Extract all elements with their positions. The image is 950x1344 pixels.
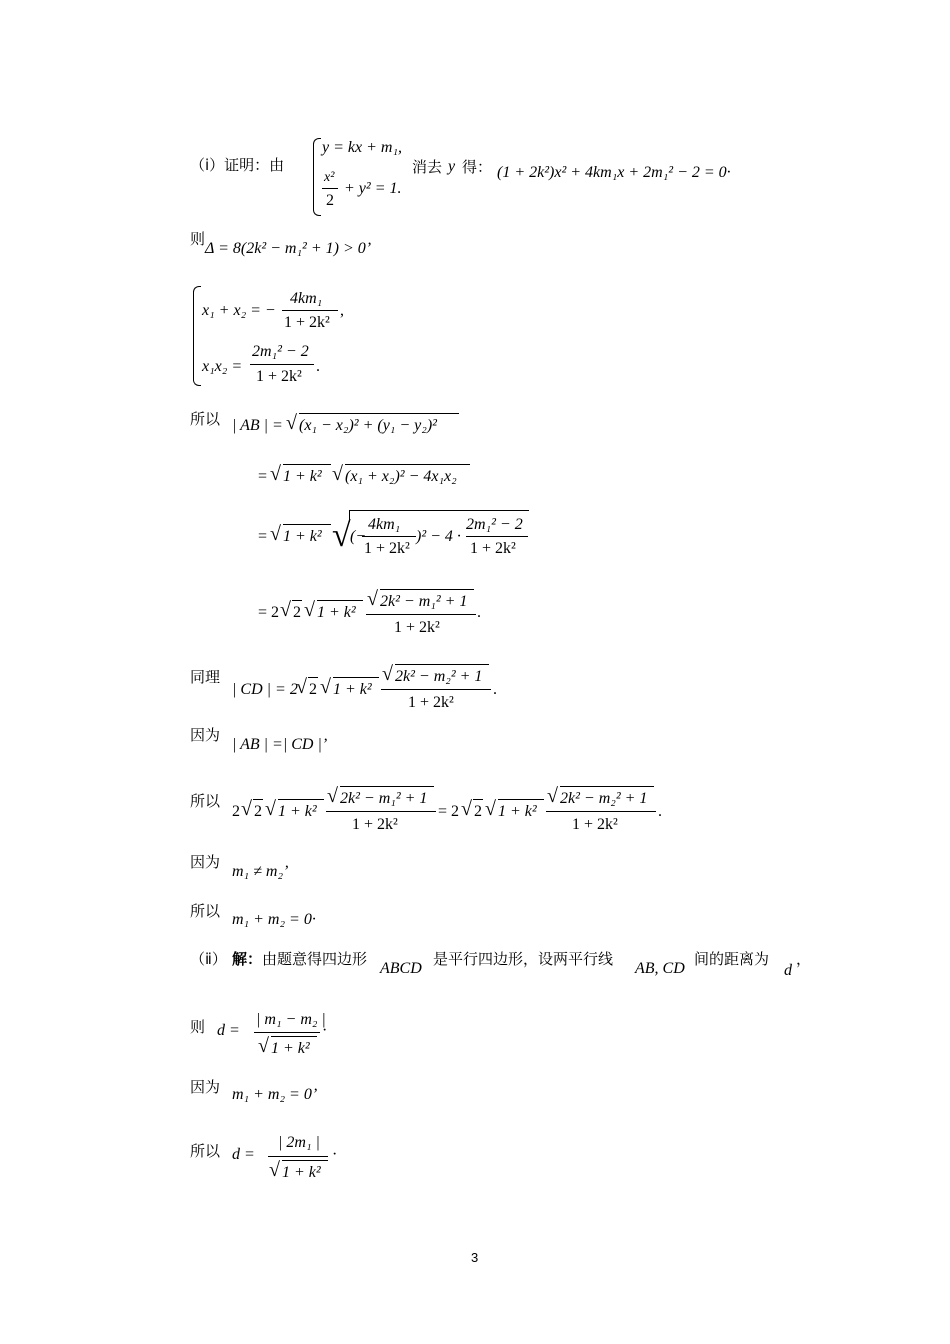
sqrt-bar xyxy=(292,600,302,601)
ab-line3-numerator1: 4km₁ xyxy=(368,516,401,533)
ab-line4-eq: = 2 xyxy=(258,604,280,621)
dist-label: 则 xyxy=(190,1018,206,1036)
ab-line2-eq: = xyxy=(258,468,268,485)
eqlen-label: 因为 xyxy=(190,726,221,744)
sqrt-sign: √ xyxy=(367,588,378,610)
discriminant: Δ = 8(2k² − m₁² + 1) > 0’ xyxy=(205,240,372,257)
sqrt-bar xyxy=(253,799,263,800)
cd-label: 同理 xyxy=(190,668,221,686)
sqrt-sign: √ xyxy=(382,663,393,685)
sqrt-bar xyxy=(271,1036,317,1037)
part-ii-tail: ， xyxy=(796,950,812,968)
ab-line4-numerator: 2k² − m₁² + 1 xyxy=(380,593,468,610)
sqrt-sign: √ xyxy=(270,523,281,545)
cd-rad0: 2 xyxy=(309,681,317,698)
fraction-bar xyxy=(381,689,491,690)
ab-line3-eq: = xyxy=(258,528,268,545)
distance-var: d xyxy=(784,962,792,979)
dist2-numerator: | 2m₁ | xyxy=(278,1134,320,1151)
part-ii-text2: 是平行四边形，设两平行线 xyxy=(433,950,614,968)
dist-tail: · xyxy=(322,1022,328,1039)
ab-line1-left: | AB | = xyxy=(232,417,283,434)
cd-left: | CD | = 2 xyxy=(232,681,298,698)
quadratic-equation: (1 + 2k²)x² + 4km₁x + 2m₁² − 2 = 0· xyxy=(497,164,731,181)
sqrt-bar xyxy=(345,464,470,465)
sqrt-bar xyxy=(380,589,474,590)
ab-line2-rad1: 1 + k² xyxy=(283,468,322,485)
fraction-bar xyxy=(326,811,436,812)
sqrt-stem xyxy=(349,510,350,522)
sqrt-bar xyxy=(333,677,379,678)
sqrt-bar xyxy=(282,1160,328,1161)
ab-line4-denominator: 1 + 2k² xyxy=(394,619,440,636)
fraction-bar xyxy=(254,1032,320,1033)
sqrt-sign: √ xyxy=(485,798,496,820)
eliminate-suffix: 得： xyxy=(462,158,493,176)
dist2-left: d = xyxy=(232,1146,255,1163)
equate-right-rad0: 2 xyxy=(474,803,482,820)
vieta-eq1-denominator: 1 + 2k² xyxy=(284,314,330,331)
vieta-eq1-fraction-bar xyxy=(282,310,338,311)
sqrt-sign: √ xyxy=(327,785,338,807)
sqrt-sign: √ xyxy=(286,412,297,434)
eliminate-text: 消去 xyxy=(412,158,443,176)
sqrt-sign: √ xyxy=(270,463,281,485)
part-ii-text1: 由题意得四边形 xyxy=(262,950,368,968)
sum0b-expr: m₁ + m₂ = 0’ xyxy=(232,1086,318,1103)
sqrt-sign: √ xyxy=(547,785,558,807)
dist-denominator: 1 + k² xyxy=(271,1040,310,1057)
vieta-eq1-numerator: 4km₁ xyxy=(290,290,323,307)
equate-mid: = 2 xyxy=(438,803,460,820)
cd-denominator: 1 + 2k² xyxy=(408,694,454,711)
part-ii-text3: 间的距离为 xyxy=(694,950,770,968)
cd-numerator: 2k² − m₂² + 1 xyxy=(395,668,483,685)
equate-left-numerator: 2k² − m₁² + 1 xyxy=(340,790,428,807)
vieta-brace xyxy=(193,286,201,386)
equate-left-pre: 2 xyxy=(232,803,240,820)
ab-line4-rad1: 1 + k² xyxy=(317,604,356,621)
sqrt-bar xyxy=(299,413,459,414)
sqrt-sign: √ xyxy=(241,798,252,820)
sqrt-bar xyxy=(340,786,434,787)
equate-right-rad1: 1 + k² xyxy=(498,803,537,820)
dist-numerator: | m₁ − m₂ | xyxy=(256,1011,326,1028)
system-eq1: y = kx + m₁, xyxy=(322,139,403,156)
sqrt-sign: √ xyxy=(265,798,276,820)
sqrt-sign: √ xyxy=(280,599,291,621)
then-label: 则 xyxy=(190,230,206,248)
system-eq2-fraction-bar xyxy=(322,188,338,189)
sum0-label: 所以 xyxy=(190,902,221,920)
sum0-expr: m₁ + m₂ = 0· xyxy=(232,911,316,928)
solution-label: 解： xyxy=(232,950,263,968)
vieta-eq2-numerator: 2m₁² − 2 xyxy=(252,343,309,360)
ab-line3-numerator2: 2m₁² − 2 xyxy=(466,516,523,533)
sqrt-sign: √ xyxy=(258,1035,269,1057)
ab-line3-denominator1: 1 + 2k² xyxy=(364,540,410,557)
part-ii-label: （ⅱ） xyxy=(190,950,227,968)
fraction-bar xyxy=(366,614,476,615)
fraction-bar xyxy=(466,536,528,537)
ab-line3-mid: )² − 4 · xyxy=(416,528,461,545)
ab-line3-rad1: 1 + k² xyxy=(283,528,322,545)
page-number: 3 xyxy=(471,1250,479,1265)
vieta-eq2-denominator: 1 + 2k² xyxy=(256,368,302,385)
vieta-eq1-left: x₁ + x₂ = − xyxy=(202,302,276,319)
equate-right-numerator: 2k² − m₂² + 1 xyxy=(560,790,648,807)
dist2-tail: · xyxy=(332,1146,338,1163)
sqrt-sign: √ xyxy=(461,798,472,820)
sqrt-sign: √ xyxy=(320,676,331,698)
neq-label: 因为 xyxy=(190,853,221,871)
quadrilateral-var: ABCD xyxy=(380,960,422,977)
ab-line2-rad2: (x₁ + x₂)² − 4x₁x₂ xyxy=(345,468,457,485)
vieta-eq2-fraction-bar xyxy=(250,364,314,365)
system-eq2-rest: + y² = 1. xyxy=(344,180,402,197)
sqrt-sign-large: √ xyxy=(332,517,351,554)
eliminate-var: y xyxy=(448,158,456,175)
equate-left-rad0: 2 xyxy=(254,803,262,820)
ab-line3-denominator2: 1 + 2k² xyxy=(470,540,516,557)
ab-line4-rad0: 2 xyxy=(293,604,301,621)
sqrt-bar xyxy=(283,524,331,525)
dist2-denominator: 1 + k² xyxy=(282,1164,321,1181)
sqrt-bar xyxy=(317,600,363,601)
dist-left: d = xyxy=(217,1022,240,1039)
equate-left-rad1: 1 + k² xyxy=(278,803,317,820)
part-i-label: （ⅰ）证明：由 xyxy=(190,156,285,174)
parallel-lines-var: AB, CD xyxy=(635,960,685,977)
vieta-eq1-tail: , xyxy=(340,302,344,319)
sqrt-bar xyxy=(278,799,324,800)
equate-label: 所以 xyxy=(190,792,221,810)
sqrt-sign: √ xyxy=(296,676,307,698)
cd-tail: . xyxy=(493,681,497,698)
eqlen-expr: | AB | =| CD |’ xyxy=(232,736,328,753)
sqrt-bar xyxy=(308,677,318,678)
sum0b-label: 因为 xyxy=(190,1078,221,1096)
sqrt-sign: √ xyxy=(304,599,315,621)
equate-right-denominator: 1 + 2k² xyxy=(572,816,618,833)
vieta-eq2-left: x₁x₂ = xyxy=(202,358,243,375)
system-eq2-numerator: x² xyxy=(324,170,335,185)
sqrt-sign: √ xyxy=(269,1159,280,1181)
fraction-bar xyxy=(268,1156,328,1157)
vieta-eq2-tail: . xyxy=(316,358,320,375)
sqrt-bar xyxy=(395,664,489,665)
system-brace xyxy=(313,138,321,216)
fraction-bar xyxy=(546,811,656,812)
fraction-bar xyxy=(362,536,416,537)
equate-tail: . xyxy=(658,803,662,820)
sqrt-sign: √ xyxy=(332,463,343,485)
system-eq2-denominator: 2 xyxy=(326,192,334,209)
sqrt-bar xyxy=(349,510,529,511)
sqrt-bar xyxy=(283,464,331,465)
ab-line1-radicand: (x₁ − x₂)² + (y₁ − y₂)² xyxy=(299,417,437,434)
sqrt-bar xyxy=(560,786,654,787)
dist2-label: 所以 xyxy=(190,1142,221,1160)
ab-label: 所以 xyxy=(190,410,221,428)
neq-expr: m₁ ≠ m₂’ xyxy=(232,863,289,880)
cd-rad1: 1 + k² xyxy=(333,681,372,698)
ab-line4-tail: . xyxy=(477,604,481,621)
equate-left-denominator: 1 + 2k² xyxy=(352,816,398,833)
sqrt-bar xyxy=(498,799,544,800)
ab-line3-open: (− xyxy=(350,528,367,545)
sqrt-bar xyxy=(473,799,483,800)
